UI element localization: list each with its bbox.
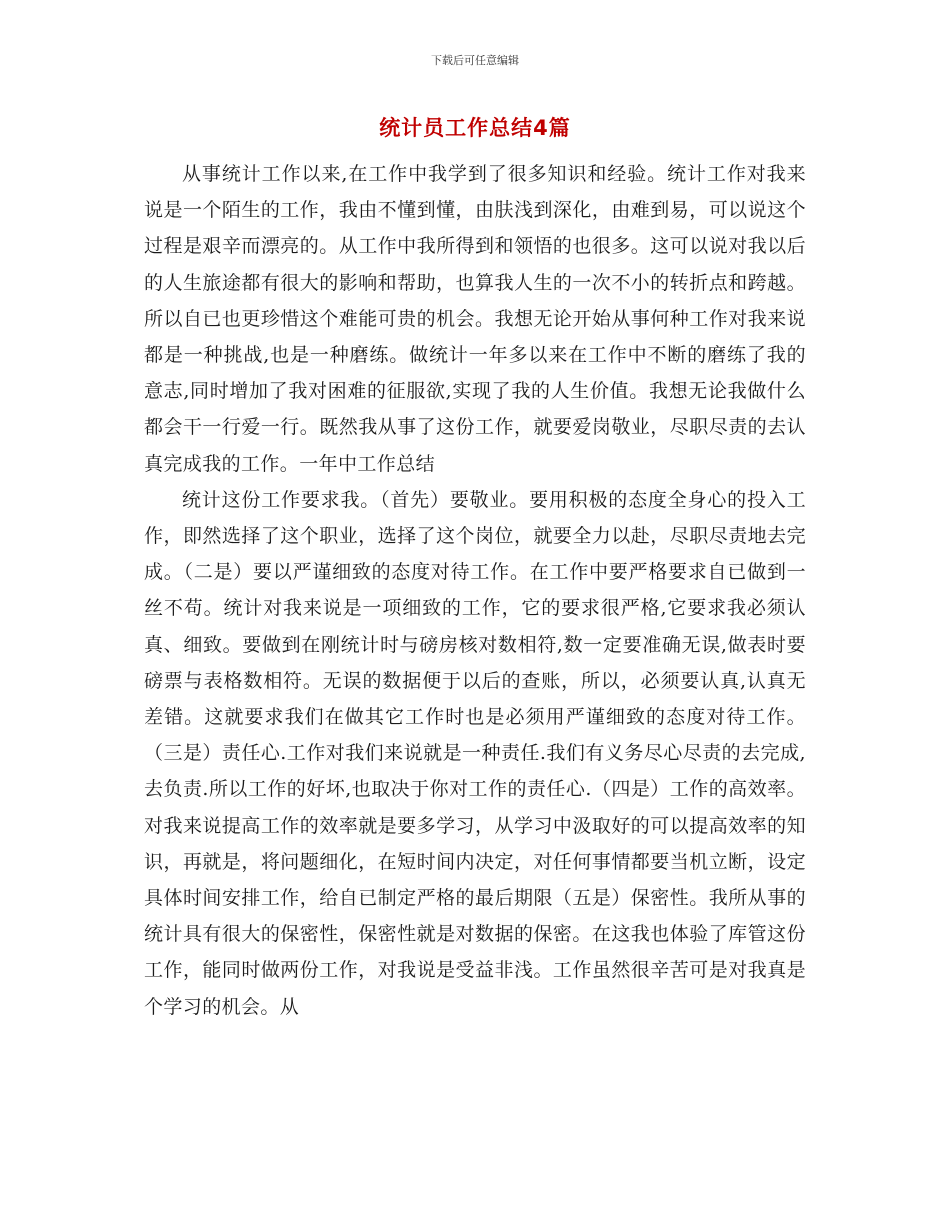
paragraph-2: 统计这份工作要求我。（首先）要敬业。要用积极的态度全身心的投入工作，即然选择了这个职业，选择了这个岗位，就要全力以赴，尽职尽责地去完成。（二是）要以严谨细致的态度对待工作。在工作中要严格要求自已做到一丝不苟。统计对我来说是一项细致的工作，它的要求很严格,它要求我必须认真、细致。要做到在刚统计时与磅房核对数相符,数一定要准确无误,做表时要磅票与表格数相符。无误的数据便于以后的查账，所以，必须要认真,认真无差错。这就要求我们在做其它工作时也是必须用严谨细致的态度对待工作。（三是）责任心.工作对我们来说就是一种责任.我们有义务尽心尽责的去完成,去负责.所以工作的好坏,也取决于你对工作的责任心.（四是）工作的高效率。对我来说提高工作的效率就是要多学习，从学习中汲取好的可以提高效率的知识，再就是，将问题细化，在短时间内决定，对任何事情都要当机立断，设定具体时间安排工作，给自已制定严格的最后期限（五是）保密性。我所从事的统计具有很大的保密性，保密性就是对数据的保密。在这我也体验了库管这份工作，能同时做两份工作，对我说是受益非浅。工作虽然很辛苦可是对我真是个学习的机会。从 — [144, 488, 806, 1018]
document-title: 统计员工作总结4篇 — [379, 116, 571, 140]
paragraph-1: 从事统计工作以来,在工作中我学到了很多知识和经验。统计工作对我来说是一个陌生的工作，我由不懂到懂，由肤浅到深化，由难到易，可以说这个过程是艰辛而漂亮的。从工作中我所得到和领悟的也很多。这可以说对我以后的人生旅途都有很大的影响和帮助，也算我人生的一次不小的转折点和跨越。所以自已也更珍惜这个难能可贵的机会。我想无论开始从事何种工作对我来说都是一种挑战,也是一种磨练。做统计一年多以来在工作中不断的磨练了我的意志,同时增加了我对困难的征服欲,实现了我的人生价值。我想无论我做什么都会干一行爱一行。既然我从事了这份工作，就要爱岗敬业，尽职尽责的去认真完成我的工作。一年中工作总结 — [144, 163, 806, 475]
document-body — [144, 156, 806, 1025]
header-note: 下载后可任意编辑 — [431, 54, 519, 67]
